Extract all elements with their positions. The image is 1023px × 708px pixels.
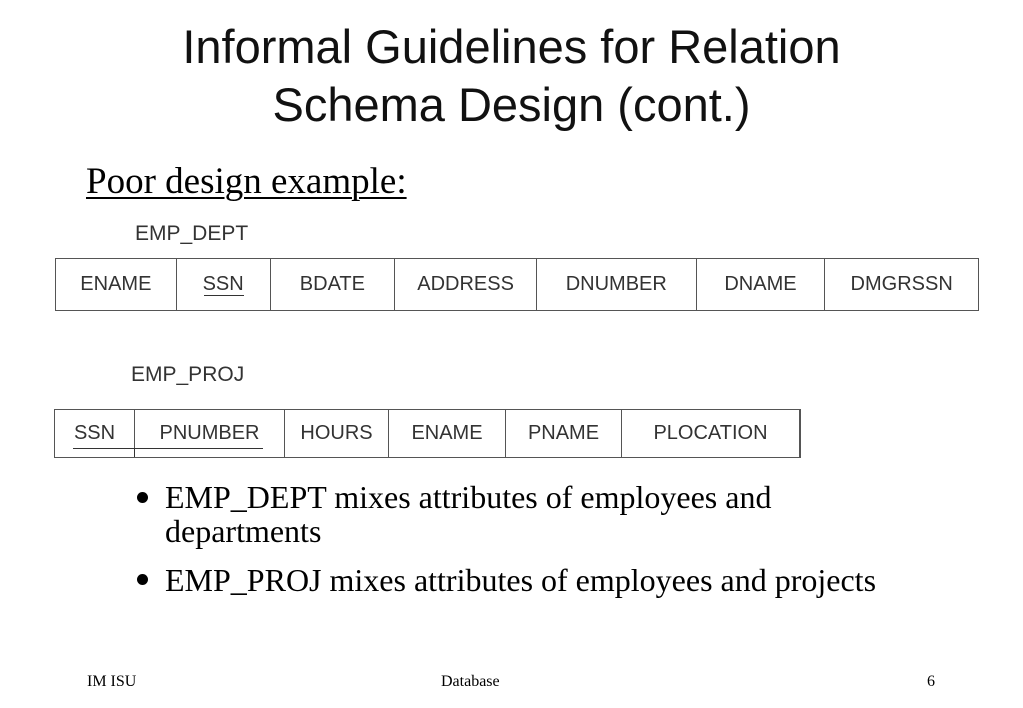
footer-center: Database (441, 673, 500, 690)
slide-title-line-1: Informal Guidelines for Relation (182, 20, 841, 73)
bullet-icon (137, 492, 148, 503)
emp-proj-attr-ename: ENAME (389, 410, 506, 457)
bullet-text: EMP_PROJ mixes attributes of employees and projects (165, 562, 877, 598)
emp-proj-attr-pnumber: PNUMBER (135, 410, 285, 457)
emp-dept-attr-dname: DNAME (697, 259, 826, 310)
emp-proj-name: EMP_PROJ (131, 363, 245, 386)
emp-proj-relation (54, 409, 801, 458)
emp-proj-key-divider-tick (134, 449, 135, 457)
emp-dept-key-underline (204, 295, 244, 296)
emp-proj-attr-pname: PNAME (506, 410, 622, 457)
slide-title (0, 18, 1023, 134)
emp-dept-name: EMP_DEPT (135, 222, 249, 245)
emp-proj-attr-ssn: SSN (55, 410, 135, 457)
emp-proj-key-underline (73, 448, 263, 449)
emp-dept-relation (55, 258, 979, 311)
emp-dept-attr-dmgrssn: DMGRSSN (850, 273, 953, 295)
page-number: 6 (927, 673, 935, 690)
emp-dept-attr-ssn: SSN (177, 259, 271, 310)
emp-dept-attr-bdate: BDATE (271, 259, 396, 310)
bullet-list (137, 480, 877, 618)
footer-left: IM ISU (87, 673, 137, 690)
bullet-item (137, 558, 877, 602)
emp-dept-attr-ename: ENAME (56, 259, 177, 310)
emp-proj-attr-plocation: PLOCATION (622, 410, 800, 457)
bullet-text: EMP_DEPT mixes attributes of employees and departments (165, 479, 772, 549)
emp-dept-attr-dnumber: DNUMBER (537, 259, 697, 310)
emp-dept-attr-address: ADDRESS (395, 259, 537, 310)
bullet-item (137, 480, 877, 548)
emp-proj-attr-hours: HOURS (285, 410, 389, 457)
slide-subtitle: Poor design example: (86, 161, 407, 202)
bullet-icon (137, 574, 148, 585)
slide-title-line-2: Schema Design (cont.) (272, 78, 751, 131)
